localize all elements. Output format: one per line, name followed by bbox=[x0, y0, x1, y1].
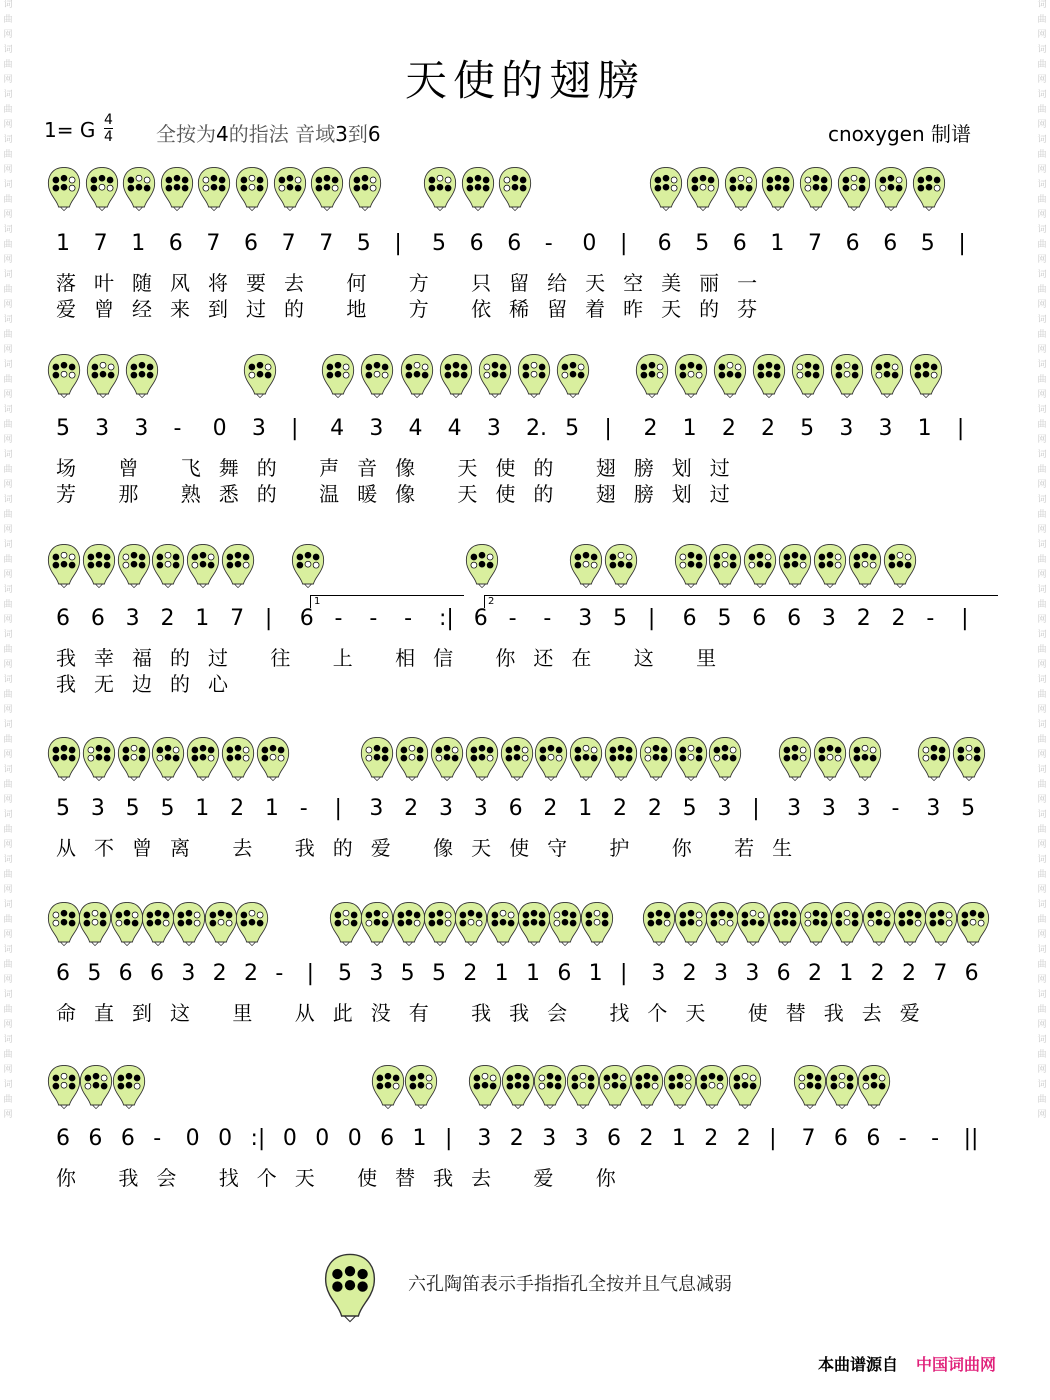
note: 2 bbox=[736, 1126, 751, 1151]
note: - bbox=[404, 606, 413, 631]
ocarina-fingering-icon bbox=[84, 165, 120, 215]
note: 2. bbox=[526, 416, 547, 441]
note: 0 bbox=[185, 1126, 200, 1151]
note: 1 bbox=[131, 231, 146, 256]
ocarina-fingering-icon bbox=[46, 735, 82, 785]
footer-source-label: 本曲谱源自 bbox=[818, 1355, 899, 1374]
ocarina-fingering-icon bbox=[790, 352, 826, 402]
note: 2 bbox=[160, 606, 175, 631]
lyric-line-2: 爱曾经来到过的 地 方 依稀留着昨天的芬 bbox=[56, 297, 776, 321]
barline: | bbox=[961, 606, 969, 631]
ocarina-fingering-icon bbox=[359, 735, 395, 785]
ocarina-fingering-icon bbox=[429, 735, 465, 785]
note: 3 bbox=[926, 796, 941, 821]
ocarina-fingering-icon bbox=[873, 165, 909, 215]
note: - bbox=[173, 416, 182, 441]
note: 2 bbox=[870, 961, 885, 986]
note: 5 bbox=[160, 796, 175, 821]
ocarina-fingering-icon bbox=[597, 1063, 633, 1113]
note: 2 bbox=[230, 796, 245, 821]
note: 2 bbox=[682, 961, 697, 986]
hint-mid: 的指法 音域 bbox=[228, 122, 336, 146]
ocarina-fingering-icon bbox=[150, 542, 186, 592]
ocarina-fingering-icon bbox=[464, 542, 500, 592]
note: 7 bbox=[933, 961, 948, 986]
ocarina-fingering-icon bbox=[707, 735, 743, 785]
ocarina-fingering-icon bbox=[111, 1063, 147, 1113]
lyric-line-2: 芳 那 熟悉的 温暖像 天使的 翅膀划过 bbox=[56, 482, 748, 506]
ocarina-fingering-icon bbox=[603, 735, 639, 785]
ocarina-fingering-icon bbox=[438, 352, 474, 402]
ocarina-fingering-icon bbox=[150, 735, 186, 785]
note: 3 bbox=[574, 1126, 589, 1151]
ocarina-fingering-icon bbox=[662, 1063, 698, 1113]
ocarina-fingering-icon bbox=[727, 1063, 763, 1113]
ocarina-fingering-icon bbox=[856, 1063, 892, 1113]
note: 2 bbox=[721, 416, 736, 441]
note: 3 bbox=[821, 606, 836, 631]
note: 3 bbox=[787, 796, 802, 821]
ocarina-fingering-icon bbox=[290, 542, 326, 592]
ocarina-fingering-icon bbox=[234, 900, 270, 950]
barline: | bbox=[334, 796, 342, 821]
ocarina-fingering-icon bbox=[159, 165, 195, 215]
ocarina-fingering-icon bbox=[85, 352, 121, 402]
note: 3 bbox=[878, 416, 893, 441]
page-title: 天使的翅膀 bbox=[404, 56, 645, 105]
note: - bbox=[898, 1126, 907, 1151]
note: 1 bbox=[264, 796, 279, 821]
ocarina-fingering-icon bbox=[824, 1063, 860, 1113]
ocarina-fingering-icon bbox=[723, 165, 759, 215]
note: 4 bbox=[447, 416, 462, 441]
ocarina-fingering-icon bbox=[234, 165, 270, 215]
note: 3 bbox=[839, 416, 854, 441]
ocarina-fingering-icon bbox=[777, 735, 813, 785]
ocarina-fingering-icon bbox=[403, 1063, 439, 1113]
note: 3 bbox=[438, 796, 453, 821]
note: 5 bbox=[717, 606, 732, 631]
note: 7 bbox=[206, 231, 221, 256]
note: 5 bbox=[961, 796, 976, 821]
hint-low: 3 bbox=[335, 122, 348, 146]
note: 3 bbox=[369, 416, 384, 441]
ocarina-fingering-icon bbox=[370, 1063, 406, 1113]
ocarina-fingering-icon bbox=[707, 542, 743, 592]
note: 3 bbox=[95, 416, 110, 441]
ocarina-fingering-icon bbox=[422, 165, 458, 215]
ocarina-fingering-icon bbox=[220, 735, 256, 785]
ocarina-fingering-icon bbox=[500, 1063, 536, 1113]
note: 2 bbox=[891, 606, 906, 631]
note: 3 bbox=[134, 416, 149, 441]
ocarina-fingering-icon bbox=[185, 542, 221, 592]
footer-brand-link[interactable]: 中国词曲网 bbox=[916, 1355, 997, 1374]
note: - bbox=[931, 1126, 940, 1151]
note: 3 bbox=[714, 961, 728, 986]
note: 2 bbox=[761, 416, 775, 441]
note: 1 bbox=[412, 1126, 427, 1151]
lyric-line-2: 我无边的心 bbox=[56, 672, 246, 696]
note: 6 bbox=[682, 606, 697, 631]
note: 5 bbox=[432, 231, 446, 256]
note: 2 bbox=[647, 796, 662, 821]
note: 5 bbox=[800, 416, 815, 441]
note: 0 bbox=[347, 1126, 362, 1151]
note: 5 bbox=[695, 231, 710, 256]
note: 6 bbox=[833, 1126, 848, 1151]
note: 2 bbox=[856, 606, 871, 631]
ocarina-fingering-icon bbox=[497, 165, 533, 215]
barline: | bbox=[752, 796, 760, 821]
ocarina-fingering-icon bbox=[347, 165, 383, 215]
note: 6 bbox=[657, 231, 672, 256]
note: 6 bbox=[299, 606, 314, 631]
note: 6 bbox=[752, 606, 767, 631]
note: 5 bbox=[356, 231, 371, 256]
time-sig-bottom: 4 bbox=[104, 129, 113, 145]
barline: || bbox=[963, 1126, 979, 1151]
note: 5 bbox=[56, 416, 70, 441]
ocarina-fingering-icon bbox=[694, 1063, 730, 1113]
note: 5 bbox=[920, 231, 935, 256]
note: 6 bbox=[883, 231, 898, 256]
ocarina-fingering-icon bbox=[220, 542, 256, 592]
note: 6 bbox=[56, 1126, 70, 1151]
ocarina-fingering-icon bbox=[272, 165, 308, 215]
note: 6 bbox=[557, 961, 572, 986]
note: 6 bbox=[507, 231, 522, 256]
note: 2 bbox=[902, 961, 916, 986]
ocarina-fingering-icon bbox=[533, 735, 569, 785]
note: 5 bbox=[432, 961, 446, 986]
lyric-line-1: 落叶随风将要去 何 方 只留给天空美丽一 bbox=[56, 271, 776, 295]
ocarina-fingering-icon bbox=[812, 735, 848, 785]
ocarina-fingering-icon bbox=[46, 542, 82, 592]
note: 3 bbox=[542, 1126, 557, 1151]
note: 6 bbox=[787, 606, 802, 631]
note: 2 bbox=[613, 796, 628, 821]
ocarina-fingering-icon bbox=[516, 352, 552, 402]
note: 1 bbox=[56, 231, 70, 256]
note: - bbox=[926, 606, 935, 631]
note: 3 bbox=[745, 961, 760, 986]
note: 4 bbox=[330, 416, 345, 441]
note: 0 bbox=[315, 1126, 330, 1151]
legend-ocarina-icon bbox=[322, 1248, 378, 1328]
note: 7 bbox=[801, 1126, 816, 1151]
ocarina-fingering-icon bbox=[359, 352, 395, 402]
note: 6 bbox=[845, 231, 860, 256]
lyric-line-1: 命直到这 里 从此没有 我我会 找个天 使替我去爱 bbox=[56, 1001, 938, 1025]
ocarina-fingering-icon bbox=[196, 165, 232, 215]
ocarina-fingering-icon bbox=[712, 352, 748, 402]
note: 6 bbox=[473, 606, 488, 631]
note: 6 bbox=[244, 231, 258, 256]
ocarina-fingering-icon bbox=[81, 542, 117, 592]
note: 1 bbox=[770, 231, 785, 256]
ocarina-fingering-icon bbox=[882, 542, 918, 592]
note: 5 bbox=[56, 796, 70, 821]
note: 2 bbox=[244, 961, 258, 986]
note: - bbox=[369, 606, 378, 631]
barline: | bbox=[394, 231, 402, 256]
note: 5 bbox=[400, 961, 415, 986]
ocarina-fingering-icon bbox=[847, 735, 883, 785]
note: 1 bbox=[917, 416, 932, 441]
ocarina-fingering-icon bbox=[320, 352, 356, 402]
note: 5 bbox=[682, 796, 697, 821]
ocarina-fingering-icon bbox=[555, 352, 591, 402]
ocarina-fingering-icon bbox=[951, 735, 987, 785]
note: 3 bbox=[477, 1126, 492, 1151]
barline: | bbox=[958, 231, 966, 256]
ocarina-fingering-icon bbox=[124, 352, 160, 402]
ocarina-fingering-icon bbox=[467, 1063, 503, 1113]
ocarina-fingering-icon bbox=[185, 735, 221, 785]
key-signature: 1= G bbox=[44, 118, 96, 142]
barline: | bbox=[620, 961, 628, 986]
note: 0 bbox=[212, 416, 227, 441]
note: 3 bbox=[181, 961, 196, 986]
ocarina-fingering-icon bbox=[568, 735, 604, 785]
barline: | bbox=[647, 606, 656, 631]
note: 3 bbox=[486, 416, 501, 441]
note: 6 bbox=[866, 1126, 881, 1151]
ocarina-fingering-icon bbox=[829, 352, 865, 402]
lyric-line-1: 场 曾 飞舞的 声音像 天使的 翅膀划过 bbox=[56, 456, 748, 480]
note: 7 bbox=[230, 606, 245, 631]
note: 3 bbox=[251, 416, 266, 441]
ocarina-fingering-icon bbox=[916, 735, 952, 785]
ocarina-fingering-icon bbox=[477, 352, 513, 402]
note: 1 bbox=[195, 796, 210, 821]
note: 7 bbox=[281, 231, 296, 256]
note: 4 bbox=[408, 416, 423, 441]
barline: :| bbox=[250, 1126, 266, 1151]
ocarina-fingering-icon bbox=[673, 542, 709, 592]
ocarina-fingering-icon bbox=[499, 735, 535, 785]
ocarina-fingering-icon bbox=[792, 1063, 828, 1113]
note: 2 bbox=[509, 1126, 524, 1151]
ocarina-fingering-icon bbox=[908, 352, 944, 402]
note: 7 bbox=[319, 231, 334, 256]
barline: :| bbox=[438, 606, 454, 631]
note: 2 bbox=[463, 961, 478, 986]
ocarina-fingering-icon bbox=[629, 1063, 665, 1113]
ocarina-fingering-icon bbox=[46, 165, 82, 215]
note: 3 bbox=[651, 961, 666, 986]
ocarina-fingering-icon bbox=[579, 900, 615, 950]
ocarina-fingering-icon bbox=[847, 542, 883, 592]
ocarina-fingering-icon bbox=[568, 542, 604, 592]
hint-pre: 全按为 bbox=[156, 122, 216, 146]
ocarina-fingering-icon bbox=[638, 735, 674, 785]
note: 3 bbox=[717, 796, 732, 821]
barline: | bbox=[956, 416, 965, 441]
note: 5 bbox=[87, 961, 102, 986]
lyric-line-1: 从不曾离 去 我的爱 像天使守 护 你 若生 bbox=[56, 836, 811, 860]
note: 3 bbox=[473, 796, 488, 821]
ocarina-fingering-icon bbox=[751, 352, 787, 402]
note: - bbox=[508, 606, 517, 631]
ocarina-fingering-icon bbox=[673, 352, 709, 402]
note: 2 bbox=[404, 796, 419, 821]
note: 6 bbox=[508, 796, 523, 821]
note: - bbox=[153, 1126, 162, 1151]
ocarina-fingering-icon bbox=[812, 542, 848, 592]
lyric-line-1: 你 我会 找个天 使替我去 爱 你 bbox=[56, 1166, 634, 1190]
note: 6 bbox=[469, 231, 484, 256]
note: 3 bbox=[90, 796, 105, 821]
note: 3 bbox=[369, 796, 384, 821]
ocarina-fingering-icon bbox=[121, 165, 157, 215]
ocarina-fingering-icon bbox=[116, 735, 152, 785]
ocarina-fingering-icon bbox=[634, 352, 670, 402]
note: - bbox=[299, 796, 308, 821]
ocarina-fingering-icon bbox=[78, 1063, 114, 1113]
note: 6 bbox=[168, 231, 183, 256]
ocarina-fingering-icon bbox=[836, 165, 872, 215]
note: 3 bbox=[821, 796, 836, 821]
ocarina-fingering-icon bbox=[742, 542, 778, 592]
note: 1 bbox=[195, 606, 210, 631]
note: 5 bbox=[613, 606, 628, 631]
note: 2 bbox=[808, 961, 822, 986]
note: 1 bbox=[671, 1126, 686, 1151]
ocarina-fingering-icon bbox=[869, 352, 905, 402]
ocarina-fingering-icon bbox=[777, 542, 813, 592]
lyric-line-1: 我幸福的过 往 上 相信 你还在 这 里 bbox=[56, 646, 735, 670]
ocarina-fingering-icon bbox=[116, 542, 152, 592]
note: 6 bbox=[118, 961, 133, 986]
note: - bbox=[544, 231, 553, 256]
note: 6 bbox=[90, 606, 105, 631]
note: 7 bbox=[808, 231, 822, 256]
ocarina-fingering-icon bbox=[464, 735, 500, 785]
fingering-hint bbox=[156, 118, 381, 147]
footer-source bbox=[818, 1352, 996, 1375]
note: 2 bbox=[543, 796, 558, 821]
barline: | bbox=[306, 961, 315, 986]
barline: | bbox=[769, 1126, 777, 1151]
note: 3 bbox=[125, 606, 140, 631]
ocarina-fingering-icon bbox=[760, 165, 796, 215]
note: 7 bbox=[93, 231, 108, 256]
ocarina-fingering-icon bbox=[565, 1063, 601, 1113]
note: 6 bbox=[150, 961, 164, 986]
ocarina-fingering-icon bbox=[603, 542, 639, 592]
note: 3 bbox=[578, 606, 593, 631]
ocarina-fingering-icon bbox=[673, 735, 709, 785]
note: 5 bbox=[565, 416, 580, 441]
note: - bbox=[543, 606, 552, 631]
note: 3 bbox=[369, 961, 384, 986]
ocarina-fingering-icon bbox=[798, 165, 834, 215]
note: - bbox=[334, 606, 343, 631]
time-sig-top: 4 bbox=[104, 112, 113, 128]
barline: | bbox=[620, 231, 628, 256]
note: - bbox=[275, 961, 284, 986]
note: 3 bbox=[856, 796, 871, 821]
ocarina-fingering-icon bbox=[460, 165, 496, 215]
note: 5 bbox=[338, 961, 352, 986]
note: - bbox=[891, 796, 900, 821]
side-watermark-left: 词 曲 网 词 曲 网 词 曲 网 词 曲 网 词 曲 网 词 曲 网 词 曲 网 词 曲 网 词 曲 网 词 曲 网 词 曲 网 词 曲 网 词 曲 网 词 曲 网 词 曲 网 词 曲 网 词 曲 网 词 曲 网 词 曲 网 词 曲 网 词 曲 网 词 曲 网 词 曲 网 词 曲 网 词 曲 网 bbox=[3, 0, 13, 1120]
ocarina-fingering-icon bbox=[648, 165, 684, 215]
legend-text: 六孔陶笛表示手指指孔全按并且气息减弱 bbox=[408, 1274, 732, 1295]
note: 5 bbox=[125, 796, 140, 821]
ocarina-fingering-icon bbox=[532, 1063, 568, 1113]
note: 0 bbox=[582, 231, 597, 256]
ocarina-fingering-icon bbox=[81, 735, 117, 785]
note: 6 bbox=[380, 1126, 395, 1151]
time-signature bbox=[104, 112, 113, 145]
ocarina-fingering-icon bbox=[911, 165, 947, 215]
ocarina-fingering-icon bbox=[46, 1063, 82, 1113]
ocarina-fingering-icon bbox=[955, 900, 991, 950]
ocarina-fingering-icon bbox=[46, 352, 82, 402]
note: 1 bbox=[578, 796, 593, 821]
barline: | bbox=[604, 416, 612, 441]
volta-bracket: 1 bbox=[310, 595, 464, 608]
ocarina-fingering-icon bbox=[685, 165, 721, 215]
note: 2 bbox=[643, 416, 658, 441]
note: 1 bbox=[494, 961, 509, 986]
note: 2 bbox=[639, 1126, 654, 1151]
note: 6 bbox=[56, 606, 70, 631]
note: 0 bbox=[218, 1126, 233, 1151]
ocarina-fingering-icon bbox=[242, 352, 278, 402]
note: 1 bbox=[839, 961, 854, 986]
volta-bracket: 2 bbox=[484, 595, 998, 608]
note: 6 bbox=[607, 1126, 622, 1151]
ocarina-fingering-icon bbox=[394, 735, 430, 785]
note: 6 bbox=[776, 961, 791, 986]
note: 1 bbox=[526, 961, 540, 986]
ocarina-fingering-icon bbox=[309, 165, 345, 215]
hint-to: 到 bbox=[347, 122, 368, 146]
note: 2 bbox=[704, 1126, 719, 1151]
barline: | bbox=[291, 416, 299, 441]
note: 1 bbox=[588, 961, 603, 986]
hint-pitch: 4 bbox=[216, 122, 229, 146]
note: 6 bbox=[964, 961, 979, 986]
side-watermark-right: 词 曲 网 词 曲 网 词 曲 网 词 曲 网 词 曲 网 词 曲 网 词 曲 网 词 曲 网 词 曲 网 词 曲 网 词 曲 网 词 曲 网 词 曲 网 词 曲 网 词 曲 网 词 曲 网 词 曲 网 词 曲 网 词 曲 网 词 曲 网 词 曲 网 词 曲 网 词 曲 网 词 曲 网 词 曲 网 bbox=[1037, 0, 1047, 1120]
barline: | bbox=[264, 606, 273, 631]
note: 1 bbox=[682, 416, 697, 441]
note: 6 bbox=[88, 1126, 103, 1151]
note: 6 bbox=[732, 231, 747, 256]
barline: | bbox=[444, 1126, 453, 1151]
note: 2 bbox=[212, 961, 227, 986]
author-credit: cnoxygen 制谱 bbox=[828, 122, 971, 146]
ocarina-fingering-icon bbox=[399, 352, 435, 402]
note: 0 bbox=[282, 1126, 297, 1151]
hint-high: 6 bbox=[367, 122, 381, 146]
note: 6 bbox=[56, 961, 70, 986]
ocarina-fingering-icon bbox=[255, 735, 291, 785]
note: 6 bbox=[120, 1126, 135, 1151]
